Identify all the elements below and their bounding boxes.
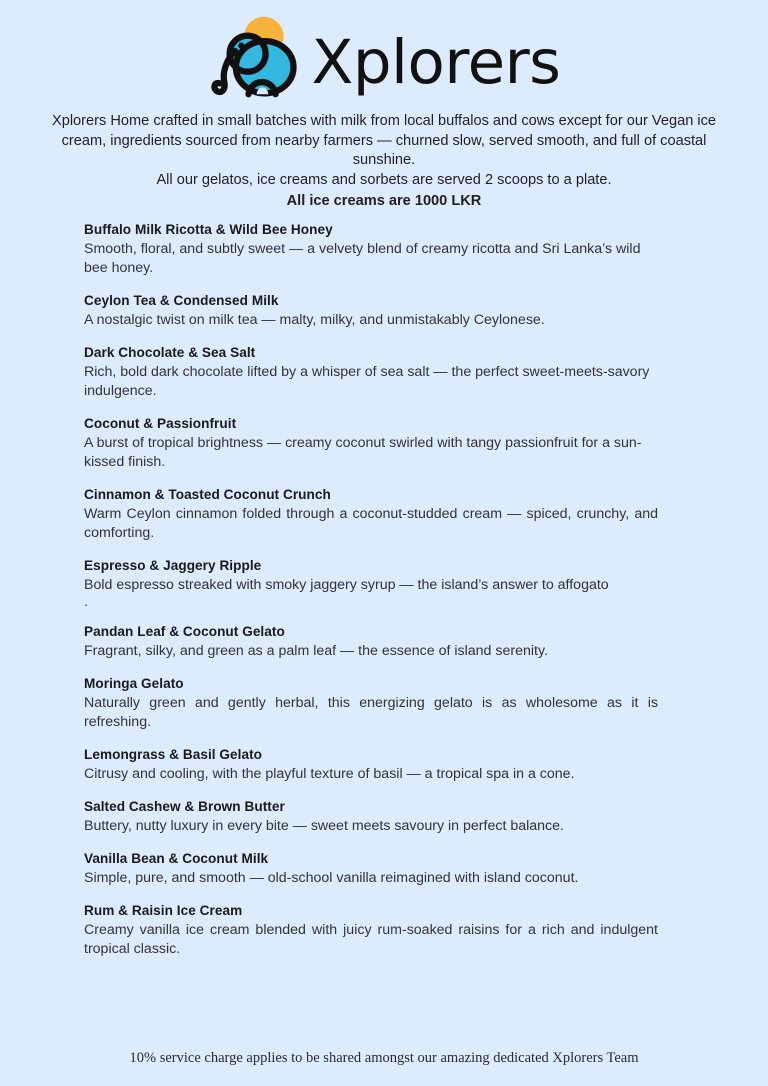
menu-item-name: Vanilla Bean & Coconut Milk — [84, 850, 269, 866]
menu-item-description: Warm Ceylon cinnamon folded through a coconut-studded cream — spiced, crunchy, and comforting. — [84, 505, 658, 541]
menu-item — [84, 292, 658, 330]
menu-item — [84, 221, 658, 278]
menu-item-description: Naturally green and gently herbal, this energizing gelato is as wholesome as it is refreshing. — [84, 694, 658, 730]
menu-item-name: Rum & Raisin Ice Cream — [84, 902, 243, 918]
menu-item — [84, 850, 658, 888]
menu-item-name: Buffalo Milk Ricotta & Wild Bee Honey — [84, 221, 333, 237]
menu-item — [84, 623, 658, 661]
intro-line-1: Xplorers Home crafted in small batches with milk from local buffalos and cows except for our Vegan ice cream, ingredients sourced from nearby farmers — churned slow, served smooth, and full of coastal sunshine. — [51, 113, 717, 168]
menu-item-name: Coconut & Passionfruit — [84, 415, 237, 431]
menu-item-name: Espresso & Jaggery Ripple — [84, 557, 262, 573]
menu-item-name: Dark Chocolate & Sea Salt — [84, 344, 256, 360]
menu-item — [84, 415, 658, 472]
menu-item-name: Ceylon Tea & Condensed Milk — [84, 292, 279, 308]
menu-item — [84, 798, 658, 836]
menu-item — [84, 675, 658, 732]
intro-block — [34, 112, 734, 212]
menu-item — [84, 746, 658, 784]
menu-item-description: Bold espresso streaked with smoky jaggery syrup — the island’s answer to affogato — [84, 576, 609, 593]
menu-item-description: Creamy vanilla ice cream blended with juicy rum-soaked raisins for a rich and indulgent tropical classic. — [84, 921, 658, 957]
menu-item-description: A burst of tropical brightness — creamy coconut swirled with tangy passionfruit for a sun-kissed finish. — [84, 434, 642, 470]
menu-item-description: Simple, pure, and smooth — old-school vanilla reimagined with island coconut. — [84, 869, 579, 886]
price-line: All ice creams are 1000 LKR — [286, 193, 482, 209]
menu-item-description: Buttery, nutty luxury in every bite — sweet meets savoury in perfect balance. — [84, 817, 564, 834]
menu-item-name: Pandan Leaf & Coconut Gelato — [84, 623, 285, 639]
menu-item-name: Lemongrass & Basil Gelato — [84, 746, 263, 762]
menu-list — [84, 212, 658, 959]
elephant-sun-logo-icon — [208, 14, 316, 106]
intro-line-2: All our gelatos, ice creams and sorbets are served 2 scoops to a plate. — [156, 171, 612, 188]
footer-note: 10% service charge applies to be shared amongst our amazing dedicated Xplorers Team — [129, 1050, 639, 1066]
menu-item-description: Citrusy and cooling, with the playful texture of basil — a tropical spa in a cone. — [84, 765, 575, 782]
menu-item-name: Salted Cashew & Brown Butter — [84, 798, 285, 814]
logo — [208, 14, 561, 106]
menu-item-description: Smooth, floral, and subtly sweet — a velvety blend of creamy ricotta and Sri Lanka’s wild bee honey. — [84, 240, 641, 276]
brand-wordmark: Xplorers — [311, 26, 561, 98]
menu-item-description: A nostalgic twist on milk tea — malty, milky, and unmistakably Ceylonese. — [84, 311, 545, 328]
menu-item — [84, 344, 658, 401]
menu-item — [84, 557, 658, 609]
menu-item-description: Rich, bold dark chocolate lifted by a whisper of sea salt — the perfect sweet-meets-savory indulgence. — [84, 363, 650, 399]
brand-header — [0, 0, 768, 112]
menu-item-name: Moringa Gelato — [84, 675, 184, 691]
menu-item-trailing-line: . — [84, 593, 88, 610]
menu-item — [84, 902, 658, 959]
menu-item — [84, 486, 658, 543]
menu-item-name: Cinnamon & Toasted Coconut Crunch — [84, 486, 331, 502]
menu-item-description: Fragrant, silky, and green as a palm leaf — the essence of island serenity. — [84, 642, 548, 659]
